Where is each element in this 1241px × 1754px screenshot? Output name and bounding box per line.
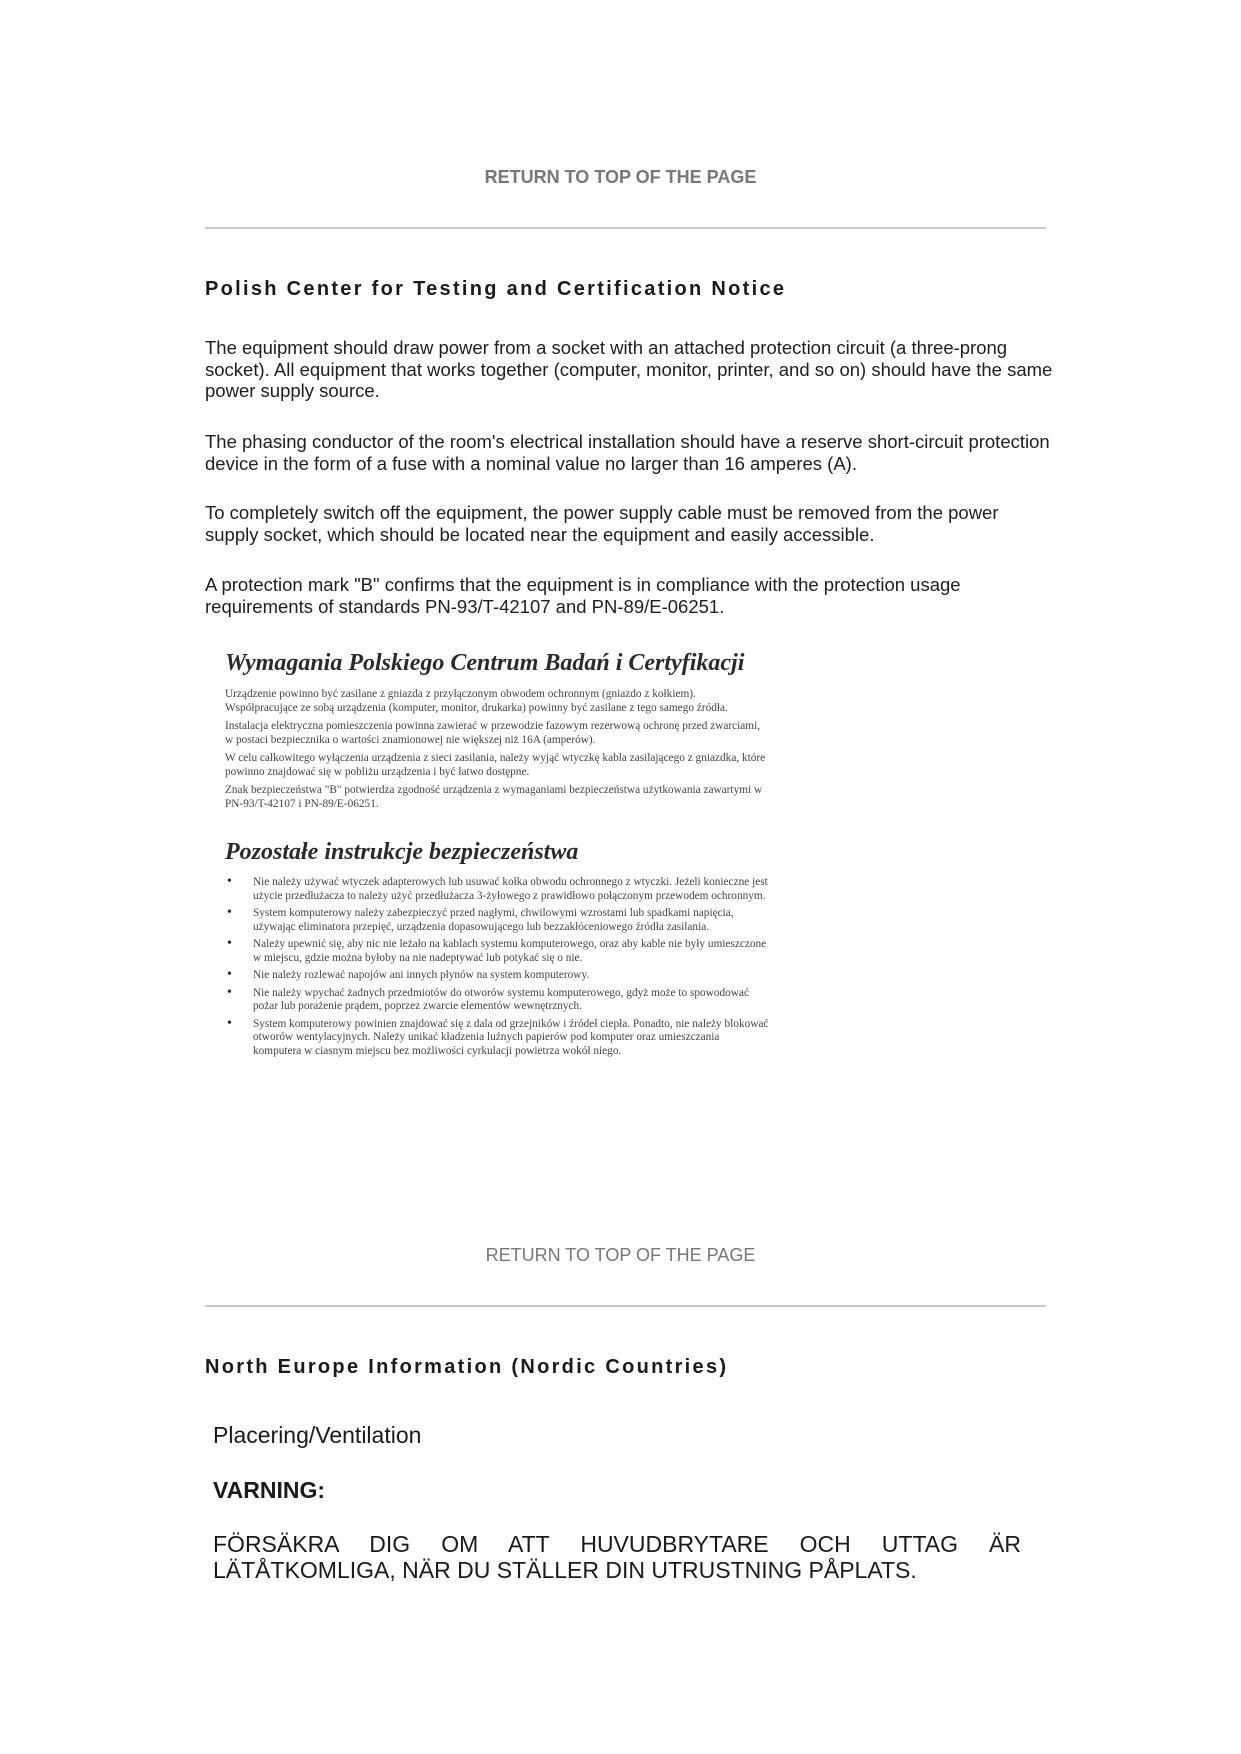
nordic-info-title: North Europe Information (Nordic Countries) [205,1356,729,1378]
divider [205,1305,1046,1307]
divider [205,227,1046,229]
warning-text: FÖRSÄKRA DIG OM ATT HUVUDBRYTARE OCH UTTAG ÄR LÄTÅTKOMLIGA, NÄR DU STÄLLER DIN UTRUSTNING PÅPLATS. [213,1531,1021,1583]
scan-bullet-item: • Nie należy wpychać żadnych przedmiotów do otworów systemu komputerowego, gdyż może to spowodować pożar lub porażenie prądem, poprzez zwarcie elementów wewnętrznych. [253,987,770,1014]
scan-paragraph: Instalacja elektryczna pomieszczenia powinna zawierać w przewodzie fazowym rezerwową ochronę przed zwarciami, w postaci bezpiecznika o wartości znamionowej nie większej niż 16A (amperów). [225,720,761,746]
scan-heading-requirements: Wymagania Polskiego Centrum Badań i Certyfikacji [225,650,745,676]
polish-notice-paragraph: A protection mark "B" confirms that the equipment is in compliance with the protection usage requirements of standards PN-93/T-42107 and PN-89/E-06251. [205,574,961,617]
polish-certification-scan [225,650,770,1140]
scan-bullet-item: • System komputerowy powinien znajdować się z dala od grzejników i źródeł ciepła. Ponadto, nie należy blokować otworów wentylacyjnych. Należy unikać kładzenia luźnych papierów pod komputer oraz umieszczania komputera w ciasnym miejscu bez możliwości cyrkulacji powietrza wokół niego. [253,1018,770,1059]
scan-bullet-item: • System komputerowy należy zabezpieczyć przed nagłymi, chwilowymi wzrostami lub spadkami napięcia, używając eliminatora przepięć, urządzenia dopasowującego lub bezzakłóceniowego źródła zasilania. [253,907,770,934]
polish-notice-paragraph: The phasing conductor of the room's electrical installation should have a reserve short-circuit protection device in the form of a fuse with a nominal value no larger than 16 amperes (A). [205,431,1050,474]
scan-bullet-item: • Nie należy rozlewać napojów ani innych płynów na system komputerowy. [253,969,770,983]
scan-safety-list [225,876,770,1058]
scan-bullet-item: • Należy upewnić się, aby nic nie leżało na kablach systemu komputerowego, oraz aby kable nie były umieszczone w miejscu, gdzie można byłoby na nie nadeptywać lub potykać się o nie. [253,938,770,965]
placement-heading: Placering/Ventilation [213,1422,422,1448]
scan-paragraph: Urządzenie powinno być zasilane z gniazda z przyłączonym obwodem ochronnym (gniazdo z kołkiem). Współpracujące ze sobą urządzenia (komputer, monitor, drukarka) powinny być zasilane z tego samego źródła. [225,688,728,714]
polish-notice-paragraph: The equipment should draw power from a socket with an attached protection circuit (a three-prong socket). All equipment that works together (computer, monitor, printer, and so on) should have the same power supply source. [205,337,1053,401]
return-to-top-link[interactable]: RETURN TO TOP OF THE PAGE [485,1245,756,1265]
polish-notice-paragraph: To completely switch off the equipment, the power supply cable must be removed from the power supply socket, which should be located near the equipment and easily accessible. [205,502,999,545]
scan-paragraph: Znak bezpieczeństwa "B" potwierdza zgodność urządzenia z wymaganiami bezpieczeństwa użytkowania zawartymi w PN-93/T-42107 i PN-89/E-06251. [225,784,763,810]
scan-heading-safety: Pozostałe instrukcje bezpieczeństwa [225,839,579,865]
scan-paragraph: W celu całkowitego wyłączenia urządzenia z sieci zasilania, należy wyjąć wtyczkę kabla zasilającego z gniazdka, które powinno znajdować się w pobliżu urządzenia i być łatwo dostępne. [225,752,766,778]
polish-notice-title: Polish Center for Testing and Certification Notice [205,278,787,300]
return-to-top-link[interactable]: RETURN TO TOP OF THE PAGE [484,167,757,187]
warning-label: VARNING: [213,1477,326,1503]
scan-bullet-item: • Nie należy używać wtyczek adapterowych lub usuwać kołka obwodu ochronnego z wtyczki. Jeżeli konieczne jest użycie przedłużacza to należy użyć przedłużacza 3-żyłowego z prawidłowo połączonym przewodem ochronnym. [253,876,770,903]
